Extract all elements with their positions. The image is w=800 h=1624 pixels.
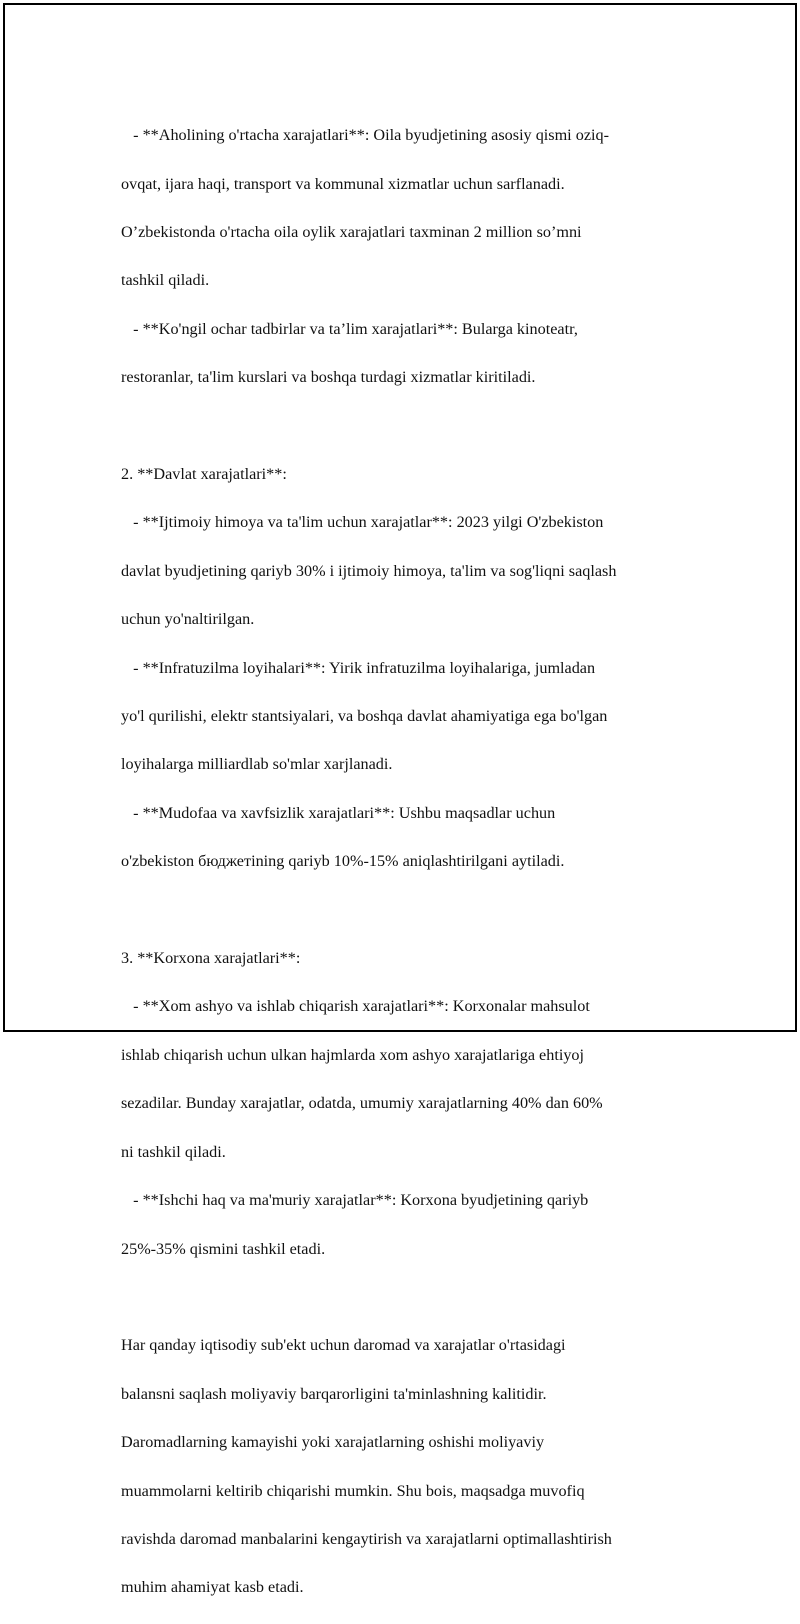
text-line: muhim ahamiyat kasb etadi. (121, 1578, 304, 1597)
text-line: Daromadlarning kamayishi yoki xarajatlarning oshishi moliyaviy (121, 1433, 545, 1452)
paragraph-enterprise-expenses (121, 922, 701, 1285)
text-line: yo'l qurilishi, elektr stantsiyalari, va boshqa davlat ahamiyatiga ega bo'lgan (121, 707, 608, 726)
text-line: - **Ijtimoiy himoya va ta'lim uchun xarajatlar**: 2023 yilgi O'zbekiston (121, 513, 604, 532)
text-line: - **Xom ashyo va ishlab chiqarish xarajatlari**: Korxonalar mahsulot (121, 997, 590, 1016)
text-line: - **Mudofaa va xavfsizlik xarajatlari**: Ushbu maqsadlar uchun (121, 803, 556, 822)
paragraph-household-expenses (121, 99, 701, 414)
text-line: ishlab chiqarish uchun ulkan hajmlarda xom ashyo xarajatlariga ehtiyoj (121, 1045, 585, 1064)
text-line: Har qanday iqtisodiy sub'ekt uchun daromad va xarajatlar o'rtasidagi (121, 1336, 566, 1355)
text-line: sezadilar. Bunday xarajatlar, odatda, umumiy xarajatlarning 40% dan 60% (121, 1094, 603, 1113)
text-line: restoranlar, ta'lim kurslari va boshqa turdagi xizmatlar kiritiladi. (121, 368, 536, 387)
text-line: - **Infratuzilma loyihalari**: Yirik infratuzilma loyihalariga, jumladan (121, 658, 596, 677)
text-line: - **Aholining o'rtacha xarajatlari**: Oila byudjetining asosiy qismi oziq- (121, 126, 609, 145)
text-line: ovqat, ijara haqi, transport va kommunal xizmatlar uchun sarflanadi. (121, 174, 565, 193)
page-frame (3, 3, 797, 1597)
text-line: uchun yo'naltirilgan. (121, 610, 255, 629)
text-line: ravishda daromad manbalarini kengaytirish va xarajatlarni optimallashtirish (121, 1529, 612, 1548)
paragraph-gap (121, 414, 701, 438)
paragraph-gap (121, 898, 701, 922)
text-line: tashkil qiladi. (121, 271, 210, 290)
text-line: 25%-35% qismini tashkil etadi. (121, 1239, 326, 1258)
text-line: - **Ko'ngil ochar tadbirlar va ta’lim xarajatlari**: Bularga kinoteatr, (121, 319, 578, 338)
text-line: muammolarni keltirib chiqarishi mumkin. Shu bois, maqsadga muvofiq (121, 1481, 585, 1500)
text-line: loyihalarga milliardlab so'mlar xarjlanadi. (121, 755, 393, 774)
text-line: O’zbekistonda o'rtacha oila oylik xarajatlari taxminan 2 million so’mni (121, 223, 582, 242)
text-line: balansni saqlash moliyaviy barqarorligini ta'minlashning kalitidir. (121, 1384, 547, 1403)
text-line: ni tashkil qiladi. (121, 1142, 226, 1161)
section-heading: 3. **Korxona xarajatlari**: (121, 949, 301, 968)
paragraph-gap (121, 1285, 701, 1309)
document-body (121, 99, 701, 1624)
text-line: davlat byudjetining qariyb 30% i ijtimoiy himoya, ta'lim va sog'liqni saqlash (121, 561, 617, 580)
paragraph-government-expenses (121, 438, 701, 898)
paragraph-conclusion (121, 1309, 701, 1624)
text-line: - **Ishchi haq va ma'muriy xarajatlar**: Korxona byudjetining qariyb (121, 1191, 589, 1210)
section-heading: 2. **Davlat xarajatlari**: (121, 465, 287, 484)
text-line: o'zbekiston бюджетining qariyb 10%-15% aniqlashtirilgani aytiladi. (121, 852, 565, 871)
